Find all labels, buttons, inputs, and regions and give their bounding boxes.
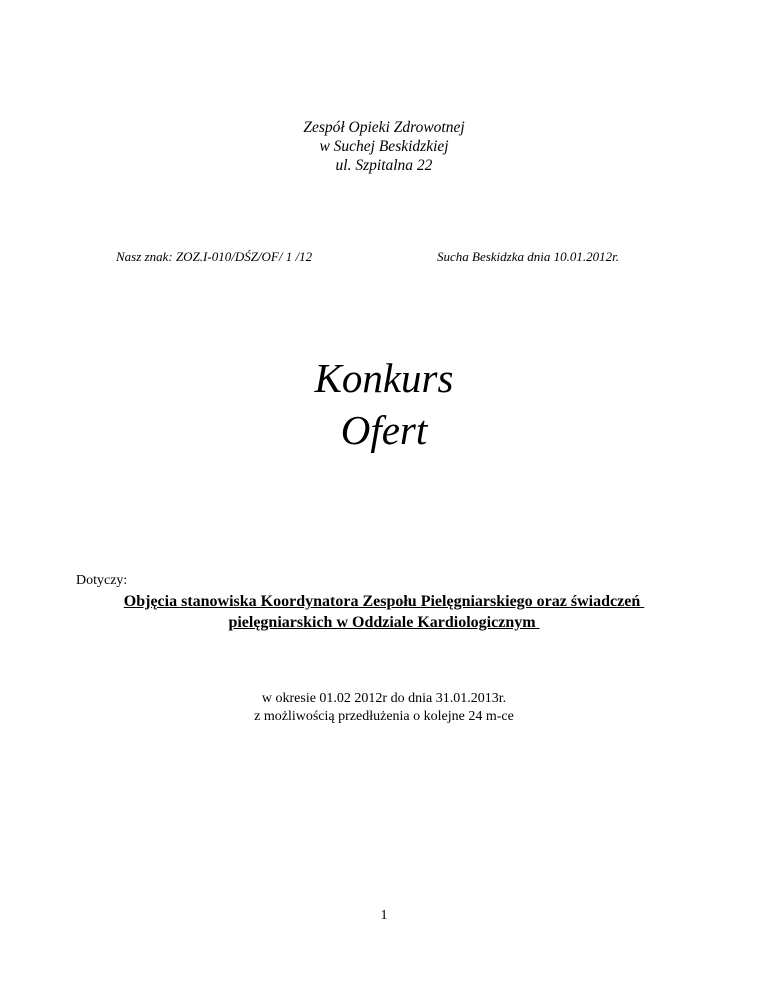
title-line-1: Konkurs <box>314 355 454 401</box>
institution-address: ul. Szpitalna 22 <box>335 157 433 174</box>
subject-text <box>0 591 768 633</box>
reference-number: Nasz znak: ZOZ.I-010/DŚZ/OF/ 1 /12 <box>116 249 313 264</box>
document-title <box>0 352 768 456</box>
institution-location: w Suchej Beskidzkiej <box>319 138 449 155</box>
subject-label: Dotyczy: <box>76 573 128 588</box>
subject-line-2: pielęgniarskich w Oddziale Kardiologicznym <box>228 614 540 631</box>
title-line-2: Ofert <box>340 407 428 453</box>
page-number: 1 <box>380 908 388 923</box>
period-line-1: w okresie 01.02 2012r do dnia 31.01.2013r. <box>261 691 507 706</box>
subject-line-1: Objęcia stanowiska Koordynatora Zespołu Pielęgniarskiego oraz świadczeń <box>123 593 645 610</box>
period-text <box>0 690 768 726</box>
period-line-2: z możliwością przedłużenia o kolejne 24 m-ce <box>254 709 514 724</box>
institution-name: Zespół Opieki Zdrowotnej <box>303 119 465 136</box>
place-and-date: Sucha Beskidzka dnia 10.01.2012r. <box>437 249 619 264</box>
institution-header <box>0 118 768 175</box>
